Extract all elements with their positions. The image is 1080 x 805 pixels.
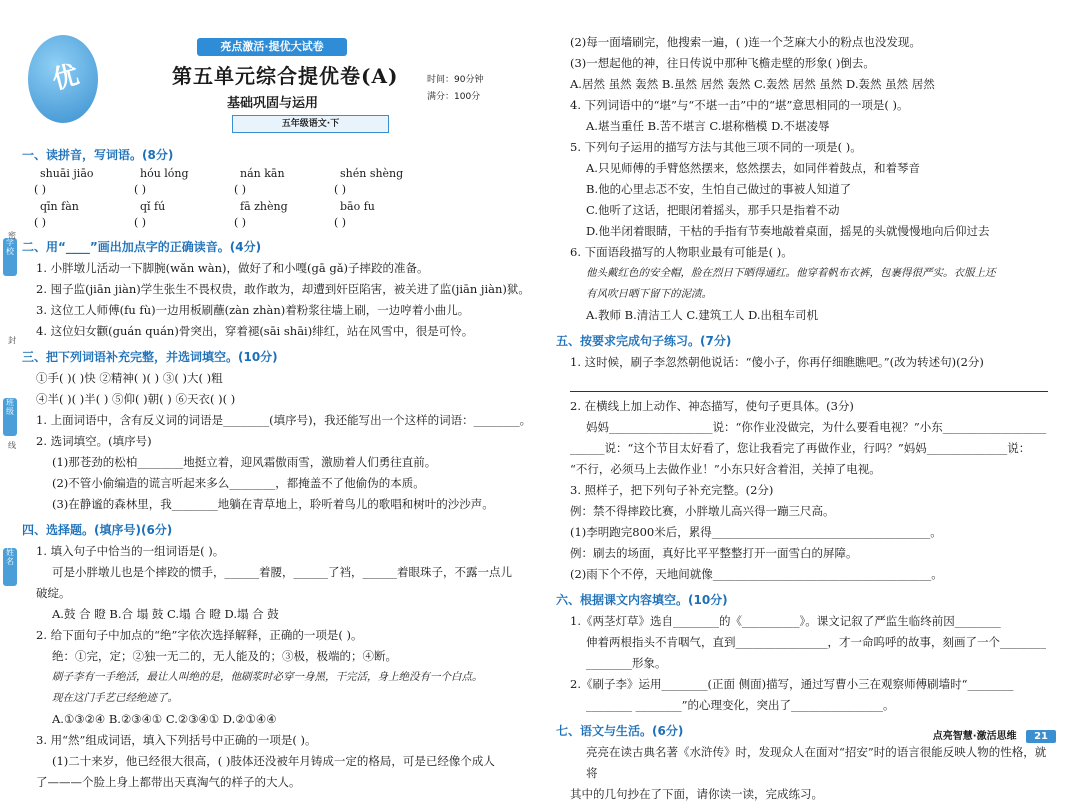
- question-passage: 现在这门手艺已经绝迹了。: [52, 692, 178, 704]
- badge-icon: [28, 35, 98, 123]
- exam-header: [22, 0, 542, 140]
- answer-blank[interactable]: ( ): [134, 183, 147, 196]
- full-score: 满分：100分: [427, 92, 481, 102]
- grade-bar: 五年级语文·下: [232, 115, 389, 133]
- section-3-title: 三、把下列词语补充完整，并选词填空。(10分): [22, 350, 278, 364]
- question-item: 3. 用“然”组成词语，填入下列括号中正确的一项是( )。: [36, 733, 317, 747]
- question-passage: ________ ________”的心理变化，突出了________________。: [586, 698, 895, 712]
- section-5-title: 五、按要求完成句子练习。(7分): [556, 334, 732, 348]
- binding-spine: [0, 0, 22, 763]
- idiom-row: ④半( )( )半( ) ⑤仰( )朝( ) ⑥天衣( )( ): [36, 392, 236, 406]
- section-6-title: 六、根据课文内容填空。(10分): [556, 593, 728, 607]
- pinyin: nán kān: [240, 167, 285, 180]
- question-passage: ______说：“这个节目太好看了，您让我看完了再做作业，行吗？”妈妈______________说：: [570, 441, 1031, 455]
- question-subitem: (3)在静谧的森林里，我________地躺在青草地上，聆听着鸟儿的歌唱和树叶的沙沙声。: [52, 497, 494, 511]
- spine-tab-school: 学校: [3, 238, 17, 276]
- pinyin-row-2: [22, 199, 542, 214]
- question-item: 5. 下列句子运用的描写方法与其他三项不同的一项是( )。: [570, 140, 862, 154]
- pinyin: qǐ fú: [140, 200, 166, 213]
- question-item: 4. 下列词语中的“堪”与“不堪一击”中的“堪”意思相同的一项是( )。: [570, 98, 909, 112]
- question-item: 3. 照样子，把下列句子补充完整。(2分): [570, 483, 774, 497]
- spine-seal-xian: 线: [8, 441, 16, 450]
- question-item: 2. 囤子监(jiān jiàn)学生张生不畏权贵，敢作敢为，却遭到奸臣陷害，被关进了监(jiān jiàn)狱。: [36, 282, 530, 296]
- pinyin: shuāi jiāo: [40, 167, 94, 180]
- question-passage: 伸着两根指头不肯咽气，直到________________，才一命呜呼的故事，刻画了一个________: [586, 635, 1046, 649]
- question-item: 2. 给下面句子中加点的“绝”字依次选择解释，正确的一项是( )。: [36, 628, 363, 642]
- section-1-title: 一、读拼音，写词语。(8分): [22, 148, 174, 162]
- question-passage: 有风吹日晒下留下的泥渍。: [586, 288, 712, 300]
- answer-blank[interactable]: ( ): [334, 183, 347, 196]
- spine-tab-class: 班级: [3, 398, 17, 436]
- spine-seal-mi: 密: [8, 231, 16, 240]
- question-passage: ________形象。: [586, 656, 667, 670]
- question-item: 2.《刷子李》运用________(正面 侧面)描写，通过写曹小三在观察师傅刷墙时“________: [570, 677, 1014, 691]
- question-item: 6. 下面语段描写的人物职业最有可能是( )。: [570, 245, 793, 259]
- answer-row-1: [22, 181, 542, 199]
- answer-blank[interactable]: ( ): [334, 216, 347, 229]
- question-item: 2. 选词填空。(填序号): [36, 434, 152, 448]
- section-4-title: 四、选择题。(填序号)(6分): [22, 523, 173, 537]
- answer-line[interactable]: [570, 373, 1048, 392]
- question-options: A.教师 B.清洁工人 C.建筑工人 D.出租车司机: [586, 308, 819, 322]
- question-passage: 其中的几句抄在了下面，请你读一读，完成练习。: [570, 787, 823, 801]
- question-subitem: (3)一想起他的神，往日传说中那种飞檐走壁的形象( )倒去。: [570, 56, 875, 70]
- badge-char: 优: [49, 60, 83, 96]
- page-footer: [933, 727, 1056, 743]
- spine-seal-feng: 封: [8, 336, 16, 345]
- question-option: D.他半闭着眼睛，干枯的手指有节奏地敲着桌面，摇晃的头就慢慢地向后仰过去: [586, 224, 990, 238]
- pinyin: shén shèng: [340, 167, 404, 180]
- question-item: 1.《两茎灯草》选自________的《__________》。课文记叙了严监生临终前因________: [570, 614, 1001, 628]
- question-option: A.只见师傅的手臂悠然摆来，悠然摆去，如同伴着鼓点，和着琴音: [586, 161, 920, 175]
- exam-meta: [427, 72, 483, 106]
- question-passage: 了———个脸上身上都带出天真淘气的样子的大人。: [36, 775, 301, 789]
- question-item: 2. 在横线上加上动作、神态描写，使句子更具体。(3分): [570, 399, 854, 413]
- answer-blank[interactable]: ( ): [134, 216, 147, 229]
- question-item: 4. 这位妇女颧(guán quán)骨突出，穿着褪(sāi shāi)绯红，站在风雪中，很是可怜。: [36, 324, 474, 338]
- answer-blank[interactable]: ( ): [234, 216, 247, 229]
- question-options: A.鼓 合 瞪 B.合 塌 鼓 C.塌 合 瞪 D.塌 合 鼓: [52, 607, 279, 621]
- question-item: 1. 上面词语中，含有反义词的词语是________(填序号)，我还能写出一个这样的词语：________。: [36, 413, 532, 427]
- question-option: B.他的心里忐忑不安，生怕自己做过的事被人知道了: [586, 182, 852, 196]
- question-item: 3. 这位工人师傅(fu fù)一边用板刷蘸(zàn zhàn)着粉浆往墙上刷，一边哼着小曲儿。: [36, 303, 470, 317]
- spine-tab-name: 姓名: [3, 548, 17, 586]
- question-passage: “不行，必须马上去做作业！”小东只好含着泪，关掉了电视。: [570, 462, 881, 476]
- pinyin: hóu lóng: [140, 167, 189, 180]
- question-passage: 破绽。: [36, 586, 71, 600]
- answer-blank[interactable]: ( ): [234, 183, 247, 196]
- question-passage: (1)二十来岁，他已经很大很高，( )肢体还没被年月铸成一定的格局，可是已经像个成人: [52, 754, 495, 768]
- question-options: A.①③②④ B.②③④① C.②③④① D.②①④④: [52, 712, 277, 726]
- question-item: 1. 这时候，刷子李忽然朝他说话：“傻小子，你再仔细瞧瞧吧。”(改为转述句)(2分): [570, 355, 984, 369]
- question-passage: 亮亮在读古典名著《水浒传》时，发现众人在面对“招安”时的语言很能反映人物的性格，就将: [586, 745, 1047, 780]
- example-sentence: 例：禁不得摔跤比赛，小胖墩儿高兴得一蹦三尺高。: [570, 504, 835, 518]
- answer-row-2: [22, 214, 542, 232]
- idiom-row: ①手( )( )快 ②精神( )( ) ③( )大( )粗: [36, 371, 223, 385]
- time-limit: 时间：90分钟: [427, 75, 484, 85]
- question-option: C.他听了这话，把眼闭着摇头，那手只是指着不动: [586, 203, 840, 217]
- pinyin: qīn fàn: [40, 200, 79, 213]
- question-subitem: (2)雨下个不停，天地间就像______________________________________。: [570, 567, 943, 581]
- question-passage: 妈妈__________________说：“你作业没做完，为什么要看电视？”小东__________________: [586, 420, 1047, 434]
- pinyin: fā zhèng: [240, 200, 288, 213]
- question-item: 1. 小胖墩儿活动一下脚腕(wǎn wàn)，做好了和小嘎(gā gǎ)子摔跤的准备。: [36, 261, 429, 275]
- page-number: 21: [1026, 730, 1056, 743]
- question-item: 1. 填入句子中恰当的一组词语是( )。: [36, 544, 225, 558]
- question-subitem: (1)李明跑完800米后，累得______________________________________。: [570, 525, 942, 539]
- answer-blank[interactable]: ( ): [34, 216, 47, 229]
- left-column: [22, 0, 542, 789]
- right-column: [556, 0, 1056, 801]
- exam-title: 第五单元综合提优卷(A): [172, 64, 399, 88]
- answer-blank[interactable]: ( ): [34, 183, 47, 196]
- question-passage: 可是小胖墩儿也是个摔跤的惯手，______着腰，______了裆，______着眼珠子，不露一点儿: [52, 565, 512, 579]
- section-7-title: 七、语文与生活。(6分): [556, 724, 684, 738]
- pinyin: bāo fu: [340, 200, 375, 213]
- footer-slogan: 点亮智慧·激活思维: [932, 731, 1017, 742]
- question-options: A.堪当重任 B.苦不堪言 C.堪称楷模 D.不堪凌辱: [586, 119, 830, 133]
- question-options: A.居然 虽然 轰然 B.虽然 居然 轰然 C.轰然 居然 虽然 D.轰然 虽然 居然: [570, 77, 935, 91]
- question-passage: 他头戴红色的安全帽，脸在烈日下晒得通红。他穿着帆布衣裤，包裹得很严实。衣服上还: [586, 267, 996, 279]
- question-definition: 绝：①完，定；②独一无二的，无人能及的；③极，极端的；④断。: [52, 649, 397, 663]
- question-subitem: (2)每一面墙刷完，他搜索一遍，( )连一个芝麻大小的粉点也没发现。: [570, 35, 921, 49]
- series-banner: 亮点激活·提优大试卷: [197, 38, 347, 56]
- section-2-title: 二、用“____”画出加点字的正确读音。(4分): [22, 240, 262, 254]
- question-subitem: (1)那苍劲的松柏________地挺立着，迎风霜傲雨雪，激励着人们勇往直前。: [52, 455, 437, 469]
- exam-subtitle: 基础巩固与运用: [227, 96, 319, 111]
- example-sentence: 例：刷去的场面，真好比平平整整打开一面雪白的屏障。: [570, 546, 858, 560]
- pinyin-row-1: [22, 166, 542, 181]
- question-passage: 刷子李有一手绝活，最让人叫绝的是，他刷浆时必穿一身黑，干完活，身上绝没有一个白点。: [52, 671, 483, 683]
- question-subitem: (2)不管小偷编造的谎言听起来多么________，都掩盖不了他偷伪的本质。: [52, 476, 425, 490]
